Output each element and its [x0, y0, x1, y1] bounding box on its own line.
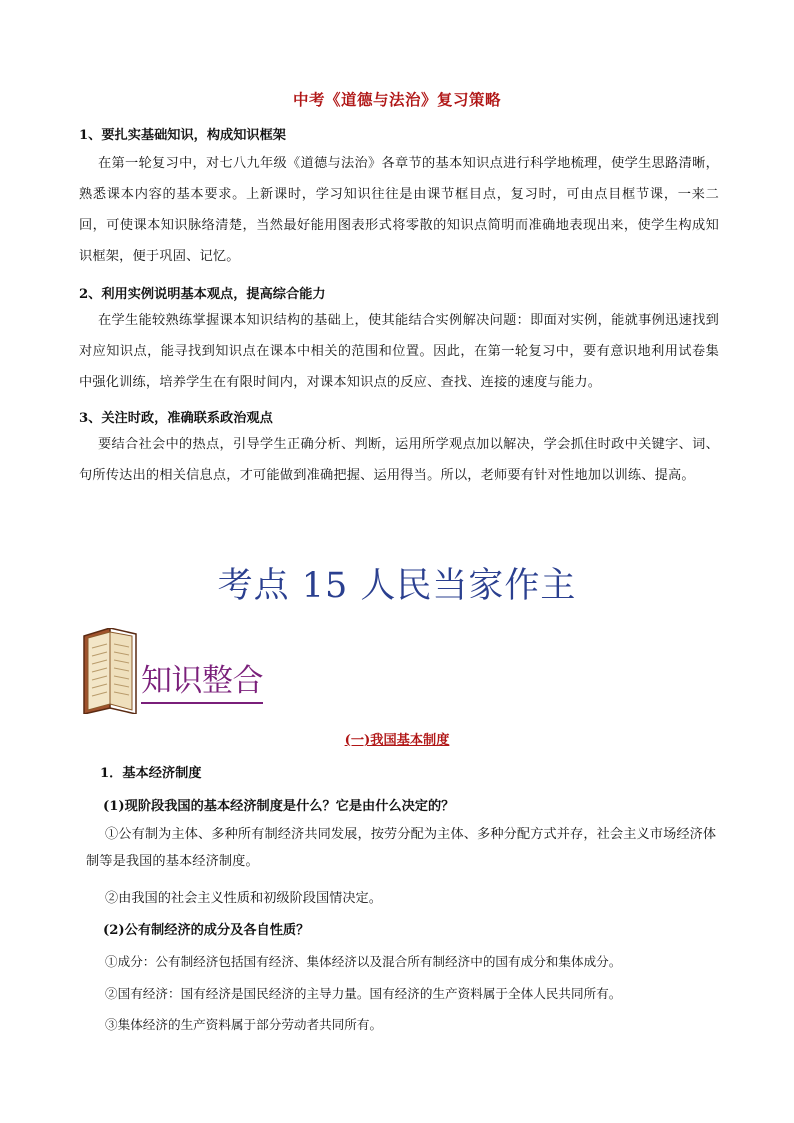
question-1-answer-1: ①公有制为主体、多种所有制经济共同发展，按劳分配为主体、多种分配方式并存，社会主义市场经济体制等是我国的基本经济制度。 — [86, 827, 717, 869]
question-2-line-2: ②国有经济：国有经济是国民经济的主导力量。国有经济的生产资料属于全体人民共同所有。 — [105, 986, 622, 1001]
topic-title: 考点 15 人民当家作主 — [217, 566, 577, 606]
section-2-paragraph: 在学生能较熟练掌握课本知识结构的基础上，使其能结合实例解决问题：即面对实例，能就事例迅速找到对应知识点，能寻找到知识点在课本中相关的范围和位置。因此，在第一轮复习中，要有意识地利用试卷集中强化训练，培养学生在有限时间内，对课本知识点的反应、查找、连接的速度与能力。 — [79, 313, 719, 390]
item-1-heading: 1．基本经济制度 — [100, 766, 202, 781]
section-1-heading: 1、要扎实基础知识，构成知识框架 — [79, 128, 286, 143]
knowledge-banner: 知识整合 — [141, 655, 263, 704]
section-1-paragraph: 在第一轮复习中，对七八九年级《道德与法治》各章节的基本知识点进行科学地梳理，使学生思路清晰，熟悉课本内容的基本要求。上新课时，学习知识往往是由课节框目点，复习时，可由点目框节课，一来二回，可使课本知识脉络清楚，当然最好能用图表形式将零散的知识点简明而准确地表现出来，使学生构成知识框架，便于巩固、记忆。 — [79, 156, 719, 264]
question-2: (2)公有制经济的成分及各自性质？ — [103, 923, 310, 938]
document-title: 中考《道德与法治》复习策略 — [292, 90, 501, 109]
question-1-answer-2: ②由我国的社会主义性质和初级阶段国情决定。 — [105, 891, 382, 906]
question-1: (1)现阶段我国的基本经济制度是什么？它是由什么决定的？ — [103, 799, 455, 814]
subsection-title: (一)我国基本制度 — [344, 733, 450, 748]
section-3-heading: 3、关注时政，准确联系政治观点 — [79, 411, 273, 426]
question-2-line-1: ①成分：公有制经济包括国有经济、集体经济以及混合所有制经济中的国有成分和集体成分。 — [105, 954, 622, 969]
question-2-line-3: ③集体经济的生产资料属于部分劳动者共同所有。 — [105, 1017, 383, 1032]
book-icon — [80, 628, 138, 714]
section-3-paragraph: 要结合社会中的热点，引导学生正确分析、判断，运用所学观点加以解决，学会抓住时政中关键字、词、句所传达出的相关信息点，才可能做到准确把握、运用得当。所以，老师要有针对性地加以训练、提高。 — [79, 437, 719, 483]
section-2-heading: 2、利用实例说明基本观点，提高综合能力 — [79, 287, 326, 302]
